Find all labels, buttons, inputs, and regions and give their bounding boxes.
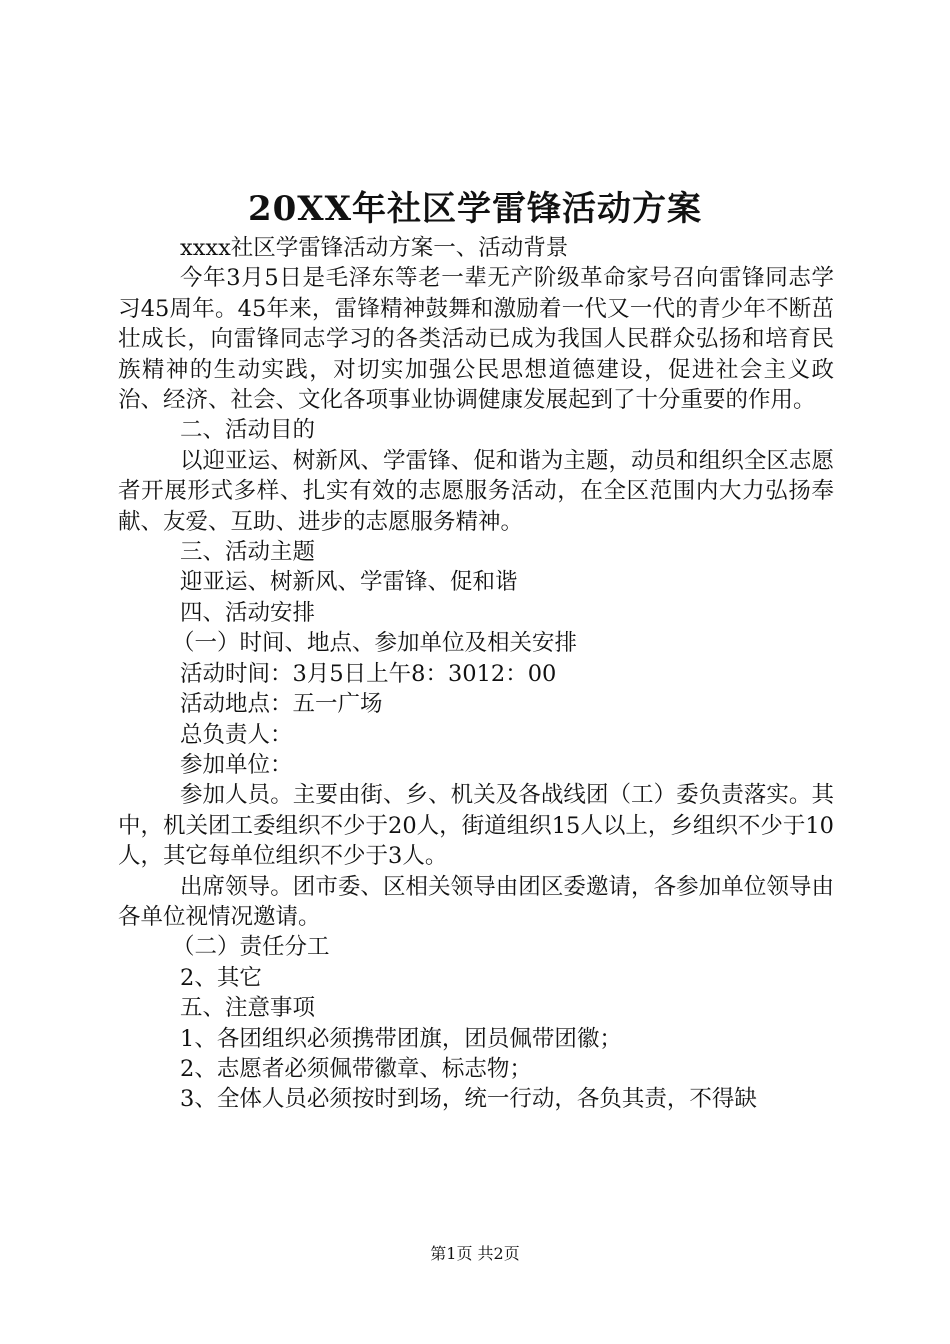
activity-time-line: 活动时间：3月5日上午8：3012：00 — [180, 660, 557, 687]
section-heading-theme: 三、活动主题 — [180, 539, 316, 566]
intro-line: xxxx社区学雷锋活动方案一、活动背景 — [180, 235, 569, 261]
activity-place-line: 活动地点：五一广场 — [180, 691, 383, 718]
document-title: 20XX年社区学雷锋活动方案 — [247, 189, 703, 229]
theme-paragraph: 迎亚运、树新风、学雷锋、促和谐 — [180, 569, 518, 596]
person-in-charge-line: 总负责人： — [180, 721, 293, 748]
note-item-3: 3、全体人员必须按时到场，统一行动，各负其责，不得缺 — [180, 1086, 757, 1113]
section-heading-arrangement: 四、活动安排 — [180, 599, 316, 626]
document-body — [118, 233, 834, 1115]
note-item-2: 2、志愿者必须佩带徽章、标志物； — [180, 1055, 532, 1082]
subsection-heading-time-place: （一）时间、地点、参加单位及相关安排 — [172, 630, 578, 657]
background-paragraph: 今年3月5日是毛泽东等老一辈无产阶级革命家号召向雷锋同志学习45周年。45年来，雷锋精神鼓舞和激励着一代又一代的青少年不断茁壮成长，向雷锋同志学习的各类活动已成为我国人民群众弘扬和培育民族精神的生动实践，对切实加强公民思想道德建设，促进社会主义政治、经济、社会、文化各项事业协调健康发展起到了十分重要的作用。 — [118, 265, 834, 414]
purpose-paragraph: 以迎亚运、树新风、学雷锋、促和谐为主题，动员和组织全区志愿者开展形式多样、扎实有效的志愿服务活动，在全区范围内大力弘扬奉献、友爱、互助、进步的志愿服务精神。 — [118, 447, 834, 535]
leaders-paragraph: 出席领导。团市委、区相关领导由团区委邀请，各参加单位领导由各单位视情况邀请。 — [118, 873, 834, 930]
section-heading-purpose: 二、活动目的 — [180, 417, 316, 444]
participating-units-line: 参加单位： — [180, 751, 293, 778]
section-heading-notes: 五、注意事项 — [180, 995, 316, 1022]
subsection-heading-responsibility: （二）责任分工 — [172, 934, 330, 961]
other-item: 2、其它 — [180, 964, 262, 991]
note-item-1: 1、各团组织必须携带团旗，团员佩带团徽； — [180, 1025, 622, 1052]
participants-paragraph: 参加人员。主要由街、乡、机关及各战线团（工）委负责落实。其中，机关团工委组织不少于20人，街道组织15人以上，乡组织不少于10人，其它每单位组织不少于3人。 — [118, 782, 834, 870]
page-footer: 第1页 共2页 — [430, 1244, 520, 1263]
